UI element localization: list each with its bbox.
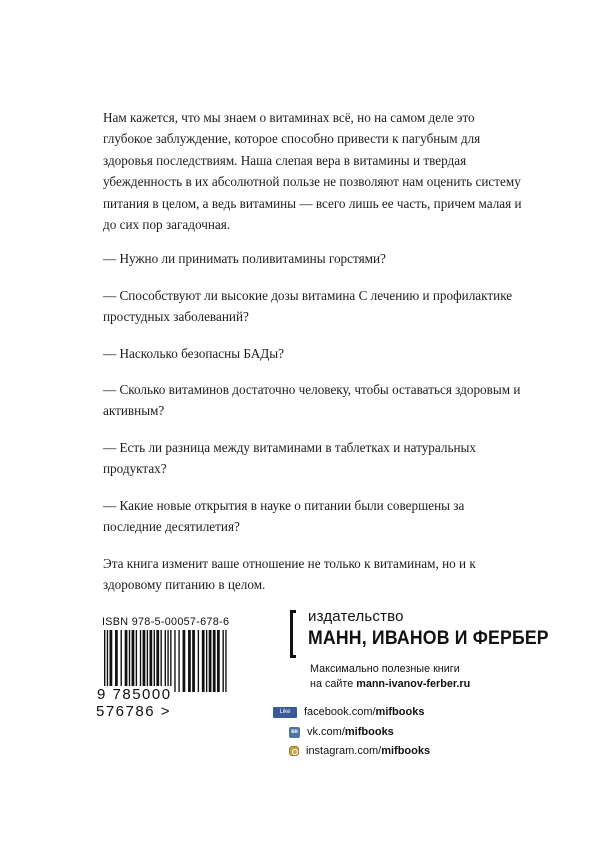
tagline-line-1: Максимально полезные книги	[310, 663, 460, 675]
barcode	[96, 630, 236, 720]
social-prefix: instagram.com/	[306, 745, 382, 757]
barcode-bar	[110, 630, 113, 692]
question-item: — Сколько витаминов достаточно человеку, чтобы оставаться здоровым и активным?	[103, 382, 521, 419]
facebook-like-icon: Like	[273, 707, 297, 718]
social-facebook[interactable]	[279, 706, 425, 718]
social-prefix: vk.com/	[307, 726, 345, 738]
social-vk[interactable]	[289, 726, 394, 738]
barcode-bar	[165, 630, 166, 692]
barcode-bar	[202, 630, 205, 692]
outro-paragraph: Эта книга изменит ваше отношение не только к витаминам, но и к здоровому питанию в целом.	[103, 555, 476, 592]
back-cover-text	[103, 107, 523, 595]
barcode-bar	[170, 630, 171, 692]
barcode-bar	[143, 630, 146, 692]
barcode-digits: 9 785000 576786 >	[96, 686, 172, 720]
barcode-bar	[147, 630, 148, 692]
publisher-bracket	[290, 610, 296, 658]
social-instagram[interactable]	[289, 745, 430, 757]
barcode-bar	[222, 630, 223, 692]
barcode-bar	[167, 630, 168, 692]
publisher-label: издательство	[308, 608, 404, 625]
barcode-bar	[225, 630, 226, 692]
barcode-bar	[160, 630, 161, 692]
barcode-bar	[121, 630, 122, 692]
barcode-bar	[174, 630, 175, 692]
social-handle: mifbooks	[375, 706, 425, 718]
barcode-bar	[115, 630, 118, 692]
question-item: — Какие новые открытия в науке о питании были совершены за последние десятилетия?	[103, 497, 465, 535]
barcode-bar	[107, 630, 108, 692]
barcode-bar	[154, 630, 155, 692]
barcode-bar	[206, 630, 207, 692]
barcode-bar	[140, 630, 141, 692]
vk-icon: вк	[289, 727, 300, 738]
barcode-bars	[96, 630, 236, 692]
barcode-bar	[129, 630, 130, 692]
publisher-name: МАНН, ИВАНОВ И ФЕРБЕР	[308, 628, 549, 649]
intro-paragraph: Нам кажется, что мы знаем о витаминах всё, но на самом деле это глубокое заблуждение, которое способно привести к пагубным для здоровья последствиям. Наша слепая вера в витамины и твердая убежденность в их абсолютной пользе не позволяют нам оценить систему питания в целом, а ведь витамины — всего лишь ее часть, причем малая и до сих пор загадочная.	[103, 110, 522, 233]
barcode-bar	[209, 630, 212, 692]
instagram-icon	[289, 746, 299, 756]
barcode-bar	[198, 630, 199, 692]
barcode-bar	[125, 630, 128, 692]
tagline-line-2	[310, 677, 470, 692]
social-handle: mifbooks	[381, 745, 431, 757]
question-item: — Способствуют ли высокие дозы витамина С лечению и профилактике простудных заболеваний?	[103, 287, 513, 325]
barcode-bar	[149, 630, 152, 692]
social-prefix: facebook.com/	[304, 706, 376, 718]
social-handle: mifbooks	[344, 726, 394, 738]
question-item: — Нужно ли принимать поливитамины горстями?	[103, 251, 386, 267]
barcode-bar	[104, 630, 105, 692]
barcode-bar	[178, 630, 179, 692]
barcode-bar	[183, 630, 186, 692]
barcode-bar	[217, 630, 220, 692]
barcode-bar	[192, 630, 195, 692]
barcode-bar	[156, 630, 159, 692]
publisher-tagline	[310, 662, 470, 692]
tagline-prefix: на сайте	[310, 678, 357, 690]
website-link[interactable]: mann-ivanov-ferber.ru	[356, 678, 471, 690]
barcode-bar	[188, 630, 191, 692]
barcode-bar	[136, 630, 137, 692]
barcode-bar	[132, 630, 135, 692]
question-item: — Насколько безопасны БАДы?	[103, 345, 284, 361]
isbn-text: ISBN 978-5-00057-678-6	[102, 616, 230, 628]
barcode-bar	[213, 630, 216, 692]
question-item: — Есть ли разница между витаминами в таблетках и натуральных продуктах?	[103, 439, 476, 477]
